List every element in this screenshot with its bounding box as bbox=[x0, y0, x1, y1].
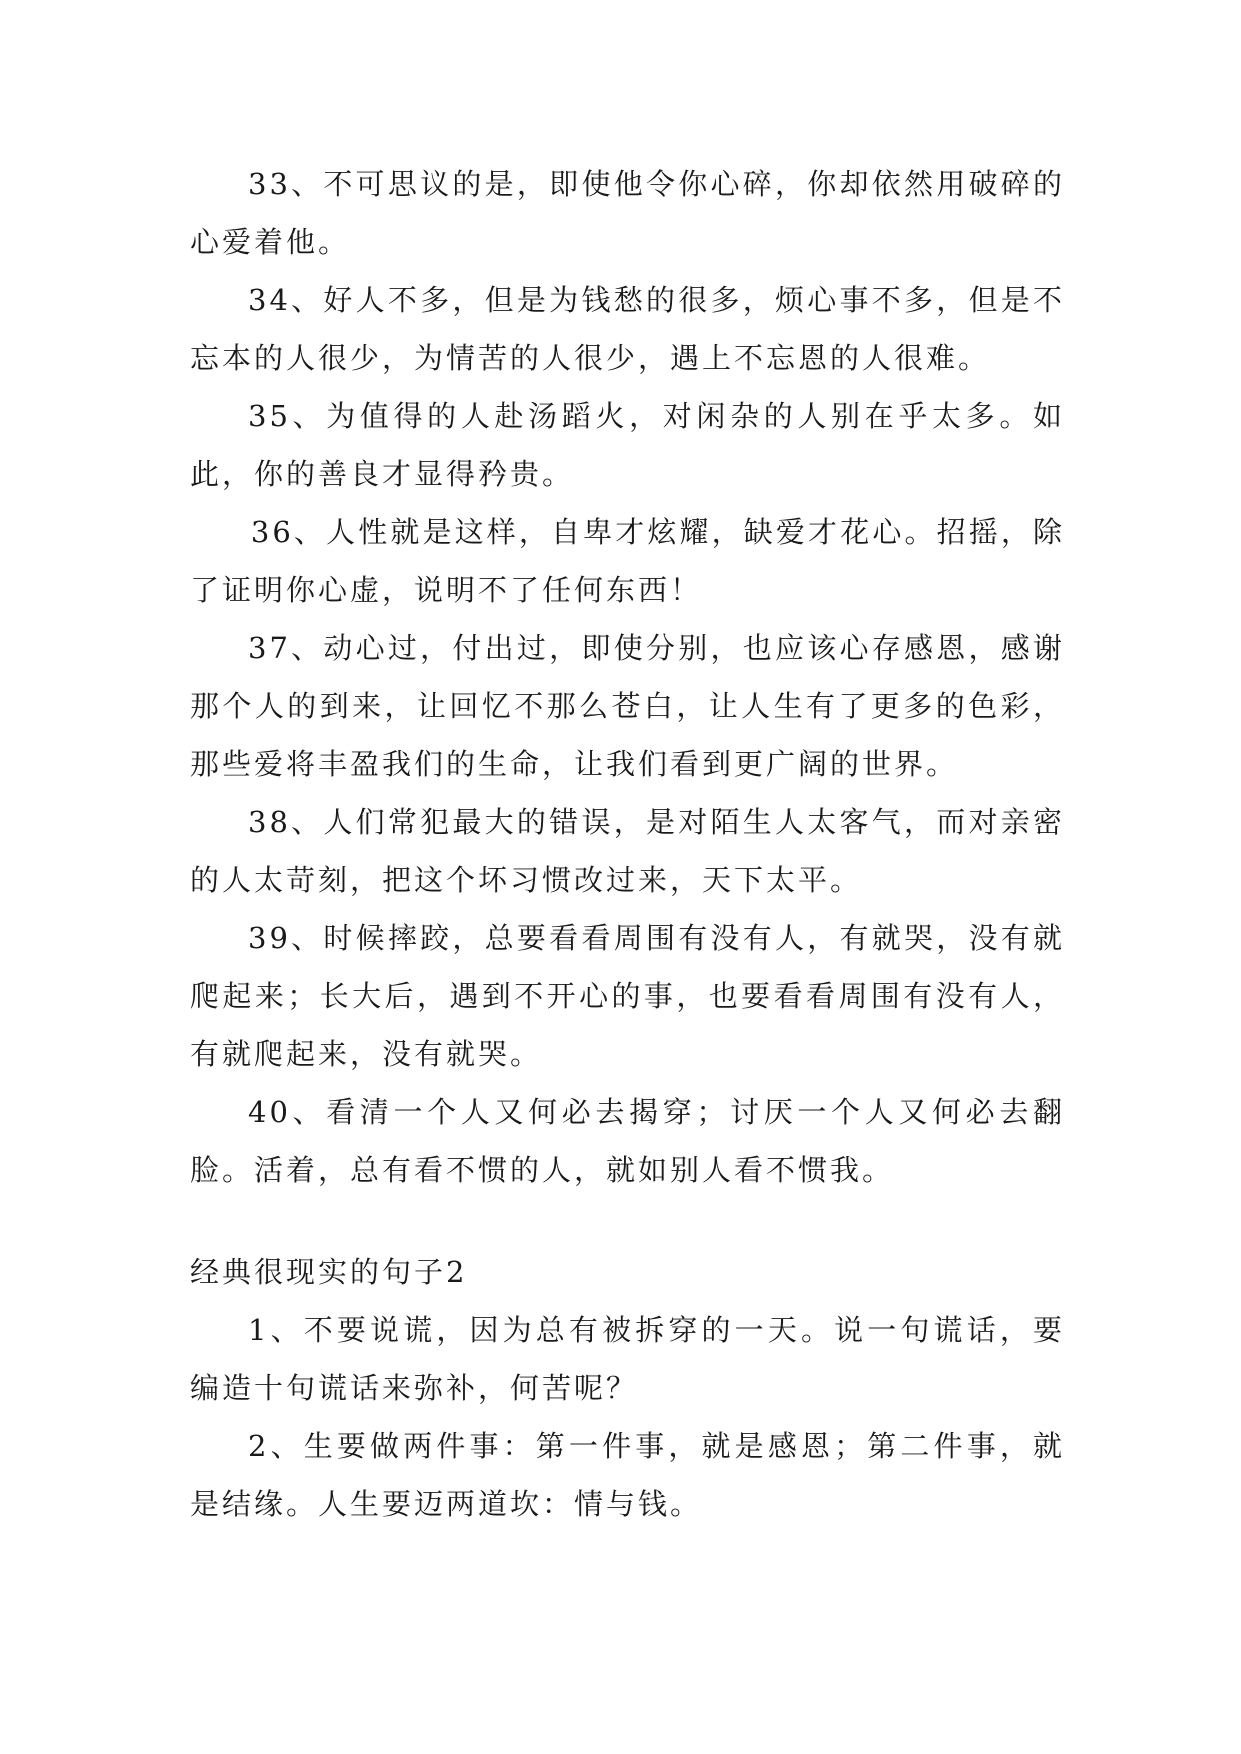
paragraph-1: 1、不要说谎，因为总有被拆穿的一天。说一句谎话，要编造十句谎话来弥补，何苦呢？ bbox=[190, 1313, 1065, 1405]
paragraph-38: 38、人们常犯最大的错误，是对陌生人太客气，而对亲密的人太苛刻，把这个坏习惯改过来，天下太平。 bbox=[190, 805, 1065, 897]
paragraph-39: 39、时候摔跤，总要看看周围有没有人，有就哭，没有就爬起来；长大后，遇到不开心的事，也要看看周围有没有人，有就爬起来，没有就哭。 bbox=[190, 921, 1065, 1071]
paragraph-40: 40、看清一个人又何必去揭穿；讨厌一个人又何必去翻脸。活着，总有看不惯的人，就如别人看不惯我。 bbox=[190, 1095, 1065, 1187]
paragraph-35: 35、为值得的人赴汤蹈火，对闲杂的人别在乎太多。如此，你的善良才显得矜贵。 bbox=[190, 399, 1065, 491]
document-body bbox=[190, 155, 1065, 1533]
paragraph-37: 37、动心过，付出过，即使分别，也应该心存感恩，感谢那个人的到来，让回忆不那么苍白，让人生有了更多的色彩，那些爱将丰盈我们的生命，让我们看到更广阔的世界。 bbox=[190, 631, 1065, 781]
paragraph-36: 36、人性就是这样，自卑才炫耀，缺爱才花心。招摇，除了证明你心虚，说明不了任何东西！ bbox=[190, 515, 1065, 607]
paragraph-33: 33、不可思议的是，即使他令你心碎，你却依然用破碎的心爱着他。 bbox=[190, 167, 1065, 259]
paragraph-2: 2、生要做两件事：第一件事，就是感恩；第二件事，就是结缘。人生要迈两道坎：情与钱。 bbox=[190, 1429, 1065, 1521]
section-heading: 经典很现实的句子2 bbox=[190, 1255, 468, 1289]
paragraph-34: 34、好人不多，但是为钱愁的很多，烦心事不多，但是不忘本的人很少，为情苦的人很少，遇上不忘恩的人很难。 bbox=[190, 283, 1065, 375]
